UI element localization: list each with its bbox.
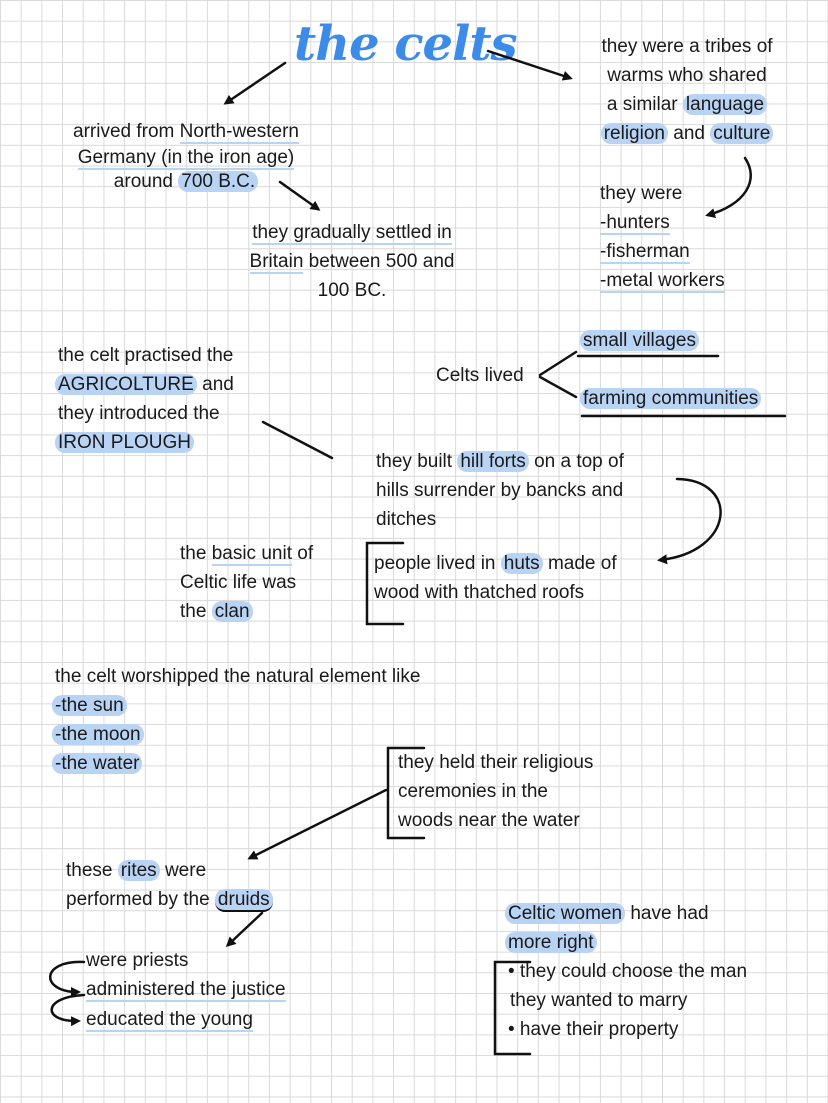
origin-line-1: arrived from North-western (73, 121, 299, 142)
druids-item-justice: administered the justice (86, 979, 286, 1000)
jobs-line-2: -hunters (600, 212, 670, 233)
curve-list-2 (52, 995, 84, 1021)
keyword-agricolture: AGRICOLTURE (55, 374, 197, 395)
keyword-culture: culture (710, 123, 773, 144)
women-line-3: • they could choose the man (508, 961, 748, 982)
keyword-religion: religion (601, 123, 668, 144)
lived-label: Celts lived (436, 365, 524, 386)
arrow-title-origin (226, 63, 285, 103)
rites-line-2: performed by the druids (66, 885, 273, 914)
worship-water: -the water (52, 749, 142, 778)
agri-line-1: the celt practised the (58, 345, 234, 366)
agri-line-2: AGRICOLTURE and (55, 370, 234, 399)
women-line-1: Celtic women have had (505, 899, 709, 928)
rites-line-1: these rites were (66, 860, 207, 881)
tribes-line-4: religion and culture (582, 119, 792, 148)
curve-list-1 (50, 962, 84, 992)
jobs-line-1: they were (600, 183, 683, 204)
keyword-celtic-women: Celtic women (505, 903, 625, 924)
women-line-4: they wanted to marry (510, 990, 688, 1011)
women-line-2 (505, 928, 597, 957)
huts-line-1: people lived in huts made of (374, 553, 617, 574)
ceremonies-line-3: woods near the water (398, 810, 580, 831)
druids-item-young: educated the young (86, 1009, 253, 1030)
jobs-line-4: -metal workers (600, 270, 725, 291)
line-plough-forts (263, 422, 332, 458)
worship-line-1: the celt worshipped the natural element like (55, 666, 421, 687)
women-line-5: • have their property (508, 1019, 679, 1040)
branch-small-villages (540, 352, 576, 375)
tribes-line-1: they were a tribes of (601, 36, 773, 57)
forts-line-1: they built hill forts on a top of (376, 451, 624, 472)
tribes-line-2: warms who shared (607, 65, 767, 86)
north-western: North-western (179, 121, 299, 142)
ceremonies-line-2: ceremonies in the (398, 781, 548, 802)
forts-line-2: hills surrender by bancks and (376, 480, 624, 501)
keyword-huts: huts (501, 553, 543, 574)
clan-line-2: Celtic life was (180, 572, 297, 593)
worship-sun: -the sun (52, 691, 127, 720)
worship-moon: -the moon (52, 720, 144, 749)
keyword-iron-plough: IRON PLOUGH (55, 432, 194, 453)
clan-line-3: the clan (180, 597, 253, 626)
branch-farming (540, 377, 576, 397)
date-700bc: 700 B.C. (178, 171, 258, 192)
arrow-druids-list (228, 913, 262, 945)
arrow-tribes-jobs (708, 158, 751, 215)
settle-line-2: Britain between 500 and (249, 251, 455, 272)
arrow-forts-huts (660, 479, 721, 560)
lived-small-villages: small villages (580, 326, 699, 355)
arrow-ceremonies-rites (250, 790, 386, 858)
ceremonies-line-1: they held their religious (398, 752, 594, 773)
keyword-clan: clan (212, 601, 253, 622)
keyword-druids: druids (215, 889, 273, 912)
origin-line-3: around 700 B.C. (70, 167, 302, 196)
keyword-more-right: more right (505, 932, 597, 953)
clan-line-1: the basic unit of (180, 543, 314, 564)
huts-line-2: wood with thatched roofs (374, 582, 585, 603)
origin-line-2: Germany (in the iron age) (77, 147, 295, 168)
keyword-hill-forts: hill forts (457, 451, 528, 472)
forts-line-3: ditches (376, 509, 437, 530)
agri-line-3: they introduced the (58, 403, 220, 424)
druids-item-priests: were priests (86, 950, 189, 971)
lived-farming: farming communities (580, 384, 761, 413)
page-title: the celts (294, 16, 517, 72)
settle-line-1: they gradually settled in (252, 222, 452, 243)
agri-line-4 (55, 428, 194, 457)
tribes-line-3: a similar language (582, 90, 792, 119)
keyword-language: language (683, 94, 767, 115)
arrow-title-tribes (488, 51, 570, 78)
keyword-rites: rites (118, 860, 160, 881)
settle-line-3: 100 BC. (317, 280, 387, 301)
jobs-line-3: -fisherman (600, 241, 690, 262)
